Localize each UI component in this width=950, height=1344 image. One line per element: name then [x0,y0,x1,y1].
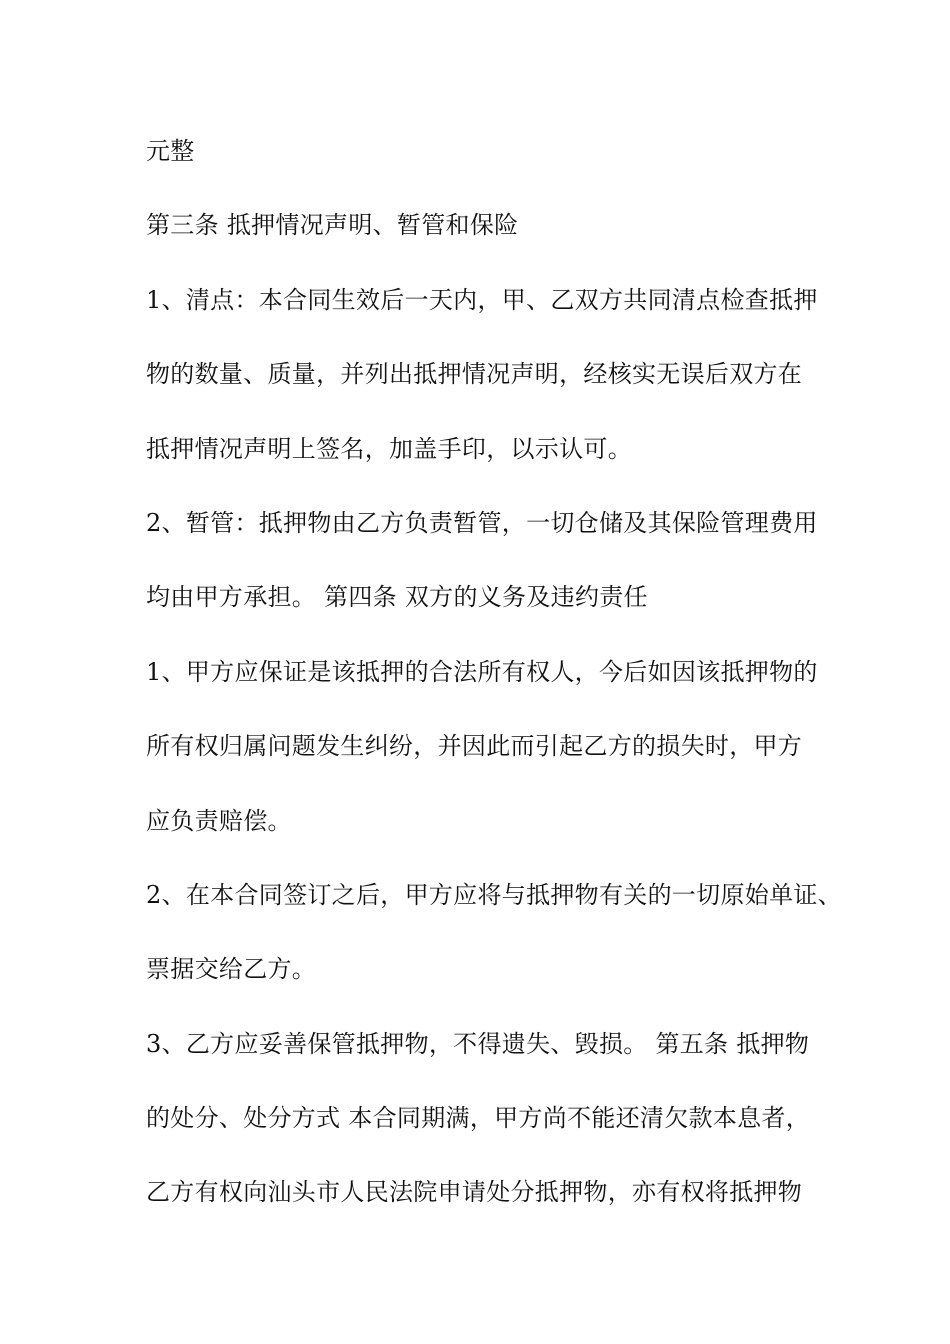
text-line: 1、甲方应保证是该抵押的合法所有权人，今后如因该抵押物的 [146,657,818,686]
text-line: 3、乙方应妥善保管抵押物，不得遗失、毁损。 第五条 抵押物 [146,1029,810,1058]
text-line: 的处分、处分方式 本合同期满，甲方尚不能还清欠款本息者， [146,1104,811,1133]
text-line: 2、暂管：抵押物由乙方负责暂管，一切仓储及其保险管理费用 [146,508,818,537]
text-line: 元整 [146,137,195,165]
text-line: 2、在本合同签订之后，甲方应将与抵押物有关的一切原始单证、 [146,880,842,909]
document-body [146,131,842,1247]
text-line: 抵押情况声明上签名，加盖手印，以示认可。 [146,434,632,463]
text-line: 乙方有权向汕头市人民法院申请处分抵押物，亦有权将抵押物 [146,1178,803,1207]
text-line: 票据交给乙方。 [146,955,317,984]
text-line: 物的数量、质量，并列出抵押情况声明，经核实无误后双方在 [146,360,803,389]
text-line: 均由甲方承担。 第四条 双方的义务及违约责任 [146,583,648,612]
text-line: 所有权归属问题发生纠纷，并因此而引起乙方的损失时，甲方 [146,732,803,761]
section-heading: 第三条 抵押情况声明、暂管和保险 [146,211,519,240]
text-line: 1、清点：本合同生效后一天内，甲、乙双方共同清点检查抵押 [146,285,818,314]
text-line: 应负责赔偿。 [146,806,292,835]
